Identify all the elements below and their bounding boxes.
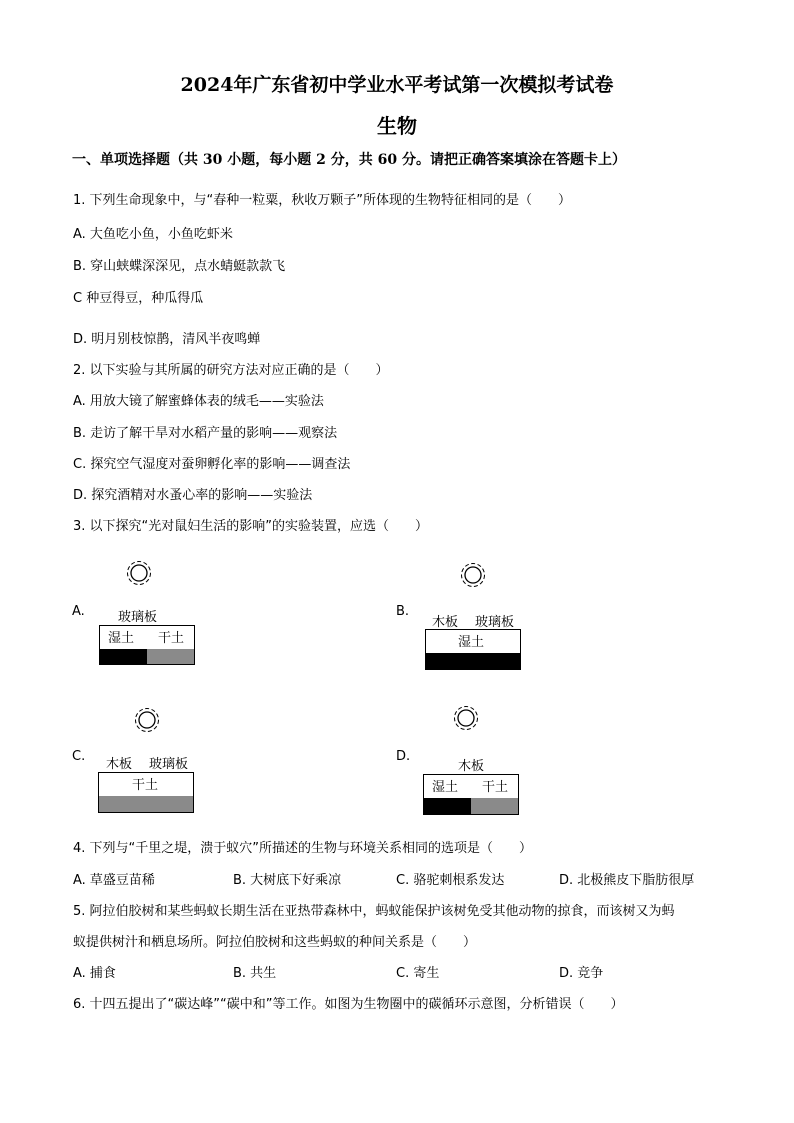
question-1-option-a: A. 大鱼吃小鱼，小鱼吃虾米 bbox=[73, 227, 233, 242]
sun-icon bbox=[449, 701, 483, 735]
device-a-cell-wet: 湿土 bbox=[108, 631, 135, 646]
question-4-option-b: B. 大树底下好乘凉 bbox=[233, 873, 342, 888]
exam-title: 2024年广东省初中学业水平考试第一次模拟考试卷 bbox=[180, 74, 614, 96]
question-5-option-b: B. 共生 bbox=[233, 966, 277, 981]
question-1-option-d: D. 明月别枝惊鹊，清风半夜鸣蝉 bbox=[73, 332, 261, 347]
device-c-container bbox=[98, 772, 194, 813]
question-3-stem: 3. 以下探究“光对鼠妇生活的影响”的实验装置，应选（ ） bbox=[73, 519, 429, 534]
question-4-option-d: D. 北极熊皮下脂肪很厚 bbox=[559, 873, 695, 888]
device-c-soil bbox=[99, 796, 193, 812]
question-5-stem-line2: 蚁提供树汁和栖息场所。阿拉伯胶树和这些蚂蚁的种间关系是（ ） bbox=[73, 935, 477, 950]
device-b-cover-right: 玻璃板 bbox=[475, 615, 515, 630]
question-4-option-c: C. 骆驼刺根系发达 bbox=[396, 873, 505, 888]
device-c-cell: 干土 bbox=[132, 778, 159, 793]
device-d-soil-wet bbox=[424, 798, 471, 814]
question-2-stem: 2. 以下实验与其所属的研究方法对应正确的是（ ） bbox=[73, 363, 389, 378]
device-a-cover: 玻璃板 bbox=[118, 610, 158, 625]
question-2-option-b: B. 走访了解干旱对水稻产量的影响——观察法 bbox=[73, 426, 338, 441]
device-d-cell-dry: 干土 bbox=[482, 780, 509, 795]
question-6-stem: 6. 十四五提出了“碳达峰”“碳中和”等工作。如图为生物圈中的碳循环示意图，分析错误（ ） bbox=[73, 997, 624, 1012]
question-4-option-a: A. 草盛豆苗稀 bbox=[73, 873, 155, 888]
device-c-cover-right: 玻璃板 bbox=[149, 757, 189, 772]
device-c-cover-left: 木板 bbox=[106, 757, 133, 772]
question-5-option-c: C. 寄生 bbox=[396, 966, 440, 981]
sun-icon bbox=[130, 703, 164, 737]
device-a-soil-dry bbox=[147, 649, 194, 664]
device-a-letter: A. bbox=[72, 604, 85, 619]
device-d-soil-dry bbox=[471, 798, 518, 814]
section-heading: 一、单项选择题（共 30 小题，每小题 2 分，共 60 分。请把正确答案填涂在答题卡上） bbox=[72, 152, 626, 168]
device-a-container bbox=[99, 625, 195, 665]
question-2-option-a: A. 用放大镜了解蜜蜂体表的绒毛——实验法 bbox=[73, 394, 324, 409]
device-d-cell-wet: 湿土 bbox=[432, 780, 459, 795]
device-d-letter: D. bbox=[396, 749, 411, 764]
device-b-letter: B. bbox=[396, 604, 410, 619]
question-4-stem: 4. 下列与“千里之堤，溃于蚁穴”所描述的生物与环境关系相同的选项是（ ） bbox=[73, 841, 533, 856]
question-1-option-b: B. 穿山蛱蝶深深见，点水蜻蜓款款飞 bbox=[73, 259, 286, 274]
device-d-container bbox=[423, 774, 519, 815]
sun-icon bbox=[456, 558, 490, 592]
device-a-soil-wet bbox=[100, 649, 147, 664]
device-d-cover: 木板 bbox=[458, 759, 485, 774]
question-5-option-a: A. 捕食 bbox=[73, 966, 116, 981]
question-1-stem: 1. 下列生命现象中，与“春种一粒粟，秋收万颗子”所体现的生物特征相同的是（ ） bbox=[73, 193, 572, 208]
question-1-option-c: C 种豆得豆，种瓜得瓜 bbox=[73, 291, 204, 306]
question-5-stem-line1: 5. 阿拉伯胶树和某些蚂蚁长期生活在亚热带森林中，蚂蚁能保护该树免受其他动物的掠食，而该树又为蚂 bbox=[73, 904, 675, 919]
device-b-cover-left: 木板 bbox=[432, 615, 459, 630]
subject-title: 生物 bbox=[377, 114, 417, 138]
question-5-option-d: D. 竞争 bbox=[559, 966, 604, 981]
device-a-cell-dry: 干土 bbox=[158, 631, 185, 646]
device-b-container bbox=[425, 629, 521, 670]
device-b-soil bbox=[426, 653, 520, 669]
question-2-option-d: D. 探究酒精对水蚤心率的影响——实验法 bbox=[73, 488, 313, 503]
question-2-option-c: C. 探究空气湿度对蚕卵孵化率的影响——调查法 bbox=[73, 457, 351, 472]
device-c-letter: C. bbox=[72, 749, 86, 764]
device-b-cell: 湿土 bbox=[458, 635, 485, 650]
sun-icon bbox=[122, 556, 156, 590]
